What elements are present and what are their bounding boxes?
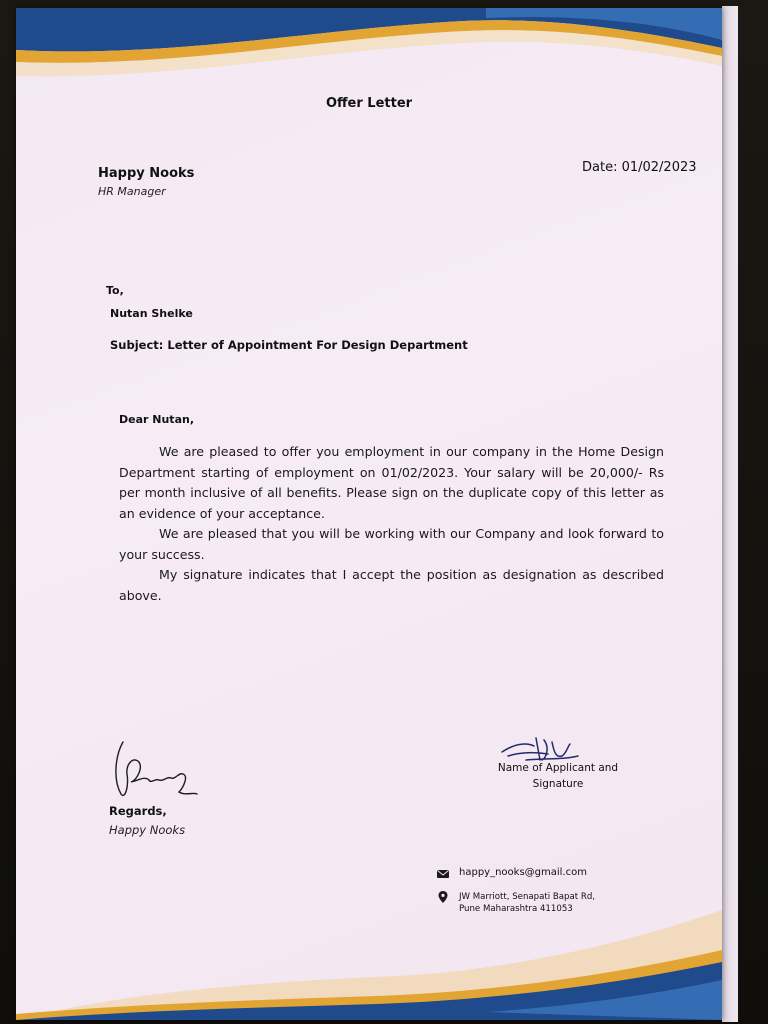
location-pin-icon [436,890,450,904]
sender-role: HR Manager [98,185,166,198]
address-line-2: Pune Maharashtra 411053 [459,904,573,914]
letter-body [119,442,664,606]
sender-company: Happy Nooks [98,166,195,181]
letter-subject: Subject: Letter of Appointment For Design Department [110,338,468,352]
closing-company: Happy Nooks [109,823,186,837]
salutation: Dear Nutan, [119,413,194,426]
contact-address [459,891,595,915]
to-label: To, [106,284,124,297]
body-paragraph: We are pleased to offer you employment in our company in the Home Design Department starting of employment on 01/02/2023. Your salary will be 20,000/- Rs per month inclusive of all benefits. Please sign on the duplicate copy of this letter as an evidence of your acceptance. [119,444,664,521]
hr-signature [109,736,204,806]
address-line-1: JW Marriott, Senapati Bapat Rd, [459,892,596,902]
paper-edge [722,6,738,1022]
recipient-name: Nutan Shelke [110,307,193,320]
letter-sheet [16,8,722,1020]
body-paragraph: My signature indicates that I accept the position as designation as described above. [119,567,664,603]
contact-email: happy_nooks@gmail.com [459,867,587,878]
footer-wave-decoration [16,910,722,1020]
envelope-icon [436,867,450,881]
body-paragraph: We are pleased that you will be working with our Company and look forward to your success. [119,526,664,562]
letter-date: Date: 01/02/2023 [582,160,697,175]
letter-title: Offer Letter [325,96,413,111]
closing-regards: Regards, [109,804,167,818]
applicant-signature-label: Name of Applicant and Signature [497,762,619,790]
header-wave-decoration [16,8,722,98]
